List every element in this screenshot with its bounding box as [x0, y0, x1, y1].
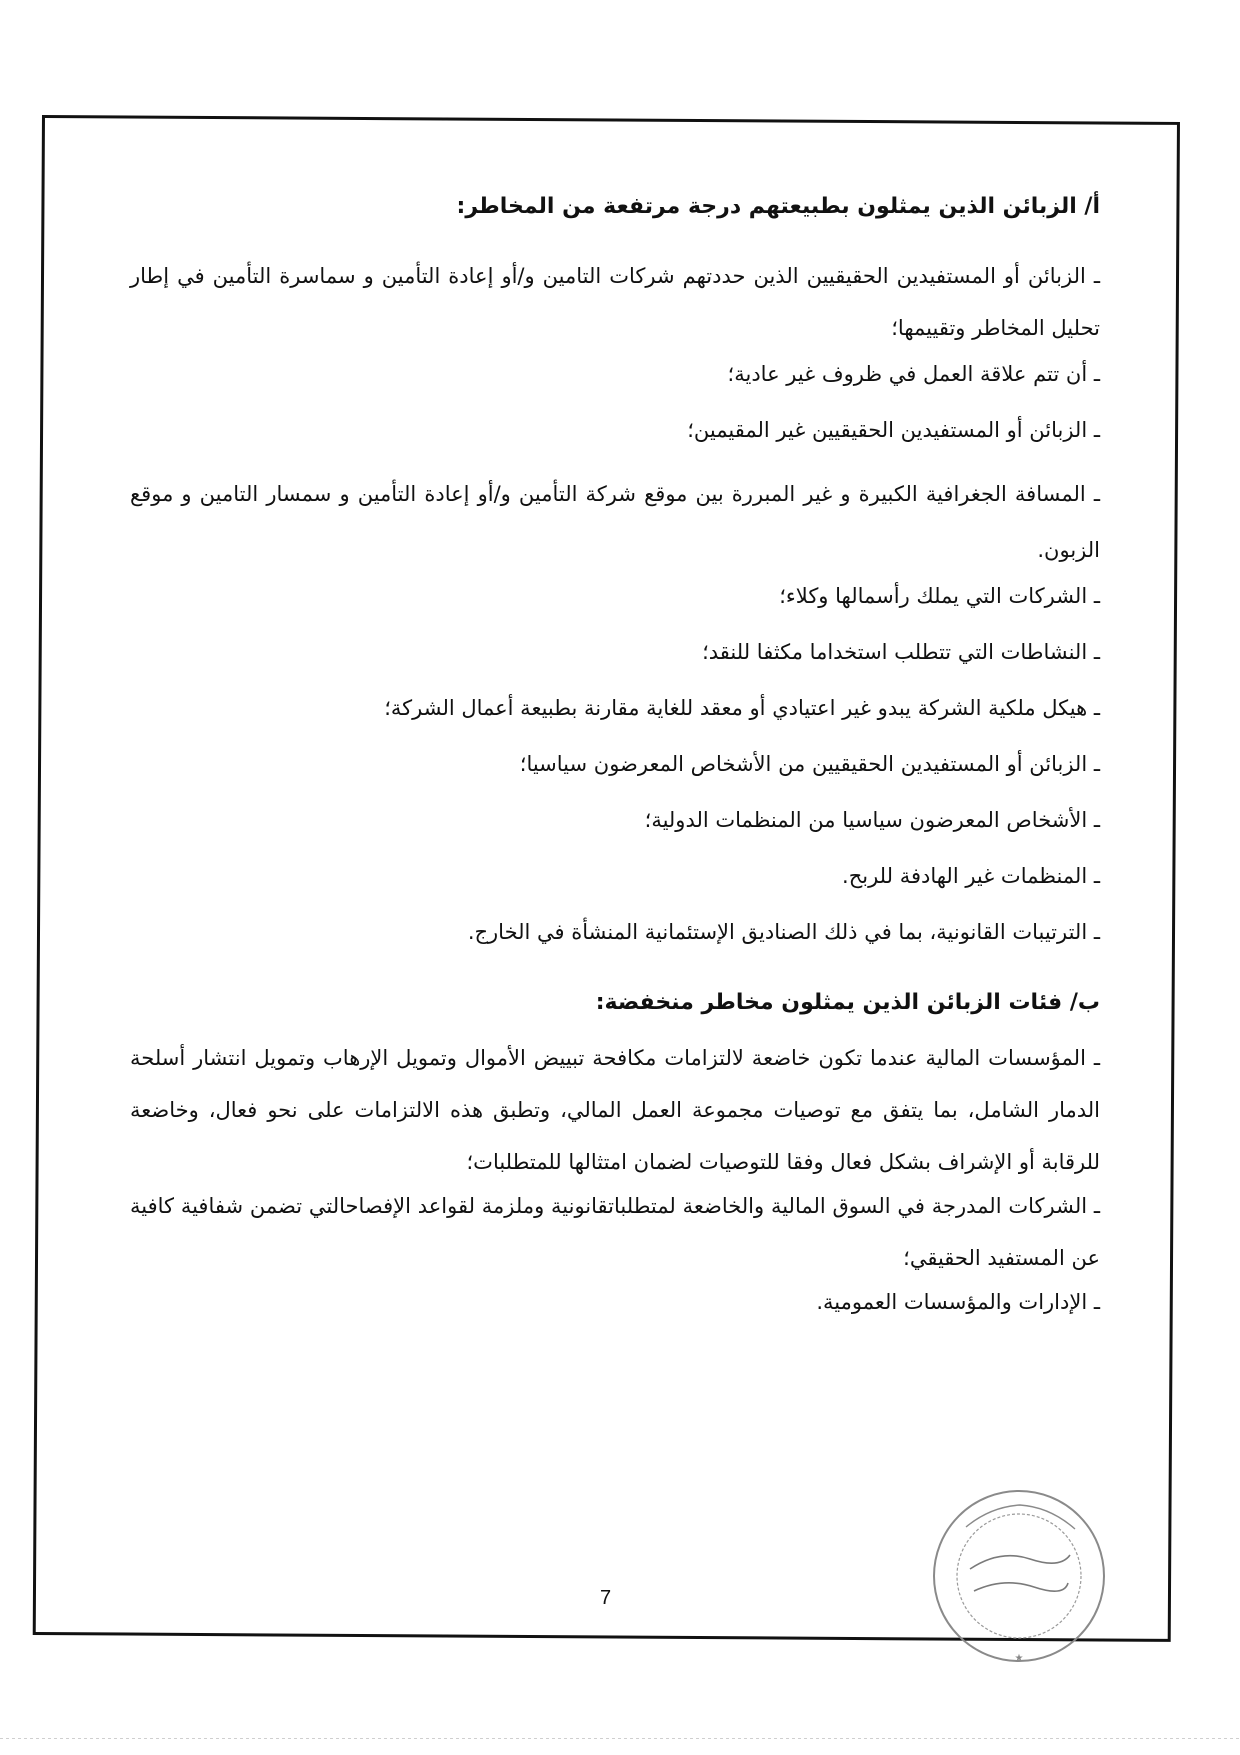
section-a-item: ـ النشاطات التي تتطلب استخداما مكثفا للنقد؛ [702, 640, 1100, 664]
section-a-item: ـ أن تتم علاقة العمل في ظروف غير عادية؛ [727, 362, 1100, 386]
section-b-item: ـ المؤسسات المالية عندما تكون خاضعة لالتزامات مكافحة تبييض الأموال وتمويل الإرهاب وتمويل انتشار أسلحة الدمار الشامل، بما يتفق مع توصيات مجموعة العمل المالي، وتطبق هذه الالتزامات على نحو فعال، وخاضعة للرقابة أو الإشراف بشكل فعال وفقا للتوصيات لضمان امتثالها للمتطلبات؛ [130, 1046, 1100, 1174]
section-b-heading: ب/ فئات الزبائن الذين يمثلون مخاطر منخفضة: [595, 990, 1100, 1015]
section-b-item: ـ الإدارات والمؤسسات العمومية. [816, 1290, 1100, 1314]
section-a-item: ـ المنظمات غير الهادفة للربح. [842, 864, 1100, 888]
section-a-item: ـ الشركات التي يملك رأسمالها وكلاء؛ [779, 584, 1100, 608]
section-a-item: ـ الزبائن أو المستفيدين الحقيقيين الذين حددتهم شركات التامين و/أو إعادة التأمين و سماسرة التأمين في إطار تحليل المخاطر وتقييمها؛ [130, 264, 1100, 340]
page-number: 7 [600, 1587, 612, 1609]
section-a-item: ـ هيكل ملكية الشركة يبدو غير اعتيادي أو معقد للغاية مقارنة بطبيعة أعمال الشركة؛ [384, 696, 1100, 720]
section-a-item: ـ الترتيبات القانونية، بما في ذلك الصناديق الإستئمانية المنشأة في الخارج. [467, 920, 1100, 944]
section-a-item: ـ المسافة الجغرافية الكبيرة و غير المبررة بين موقع شركة التأمين و/أو إعادة التأمين و سمسار التامين و موقع الزبون. [130, 482, 1100, 562]
section-a-item: ـ الأشخاص المعرضون سياسيا من المنظمات الدولية؛ [644, 808, 1100, 832]
scan-edge-line [0, 1738, 1240, 1739]
section-a-item: ـ الزبائن أو المستفيدين الحقيقيين من الأشخاص المعرضون سياسيا؛ [519, 752, 1100, 776]
official-seal-icon [930, 1487, 1108, 1665]
section-b-item: ـ الشركات المدرجة في السوق المالية والخاضعة لمتطلباتقانونية وملزمة لقواعد الإفصاحالتي تضمن شفافية كافية عن المستفيد الحقيقي؛ [130, 1194, 1100, 1270]
section-a-heading: أ/ الزبائن الذين يمثلون بطبيعتهم درجة مرتفعة من المخاطر: [456, 194, 1100, 219]
section-a-item: ـ الزبائن أو المستفيدين الحقيقيين غير المقيمين؛ [687, 418, 1100, 442]
svg-text:★: ★ [1014, 1653, 1024, 1664]
